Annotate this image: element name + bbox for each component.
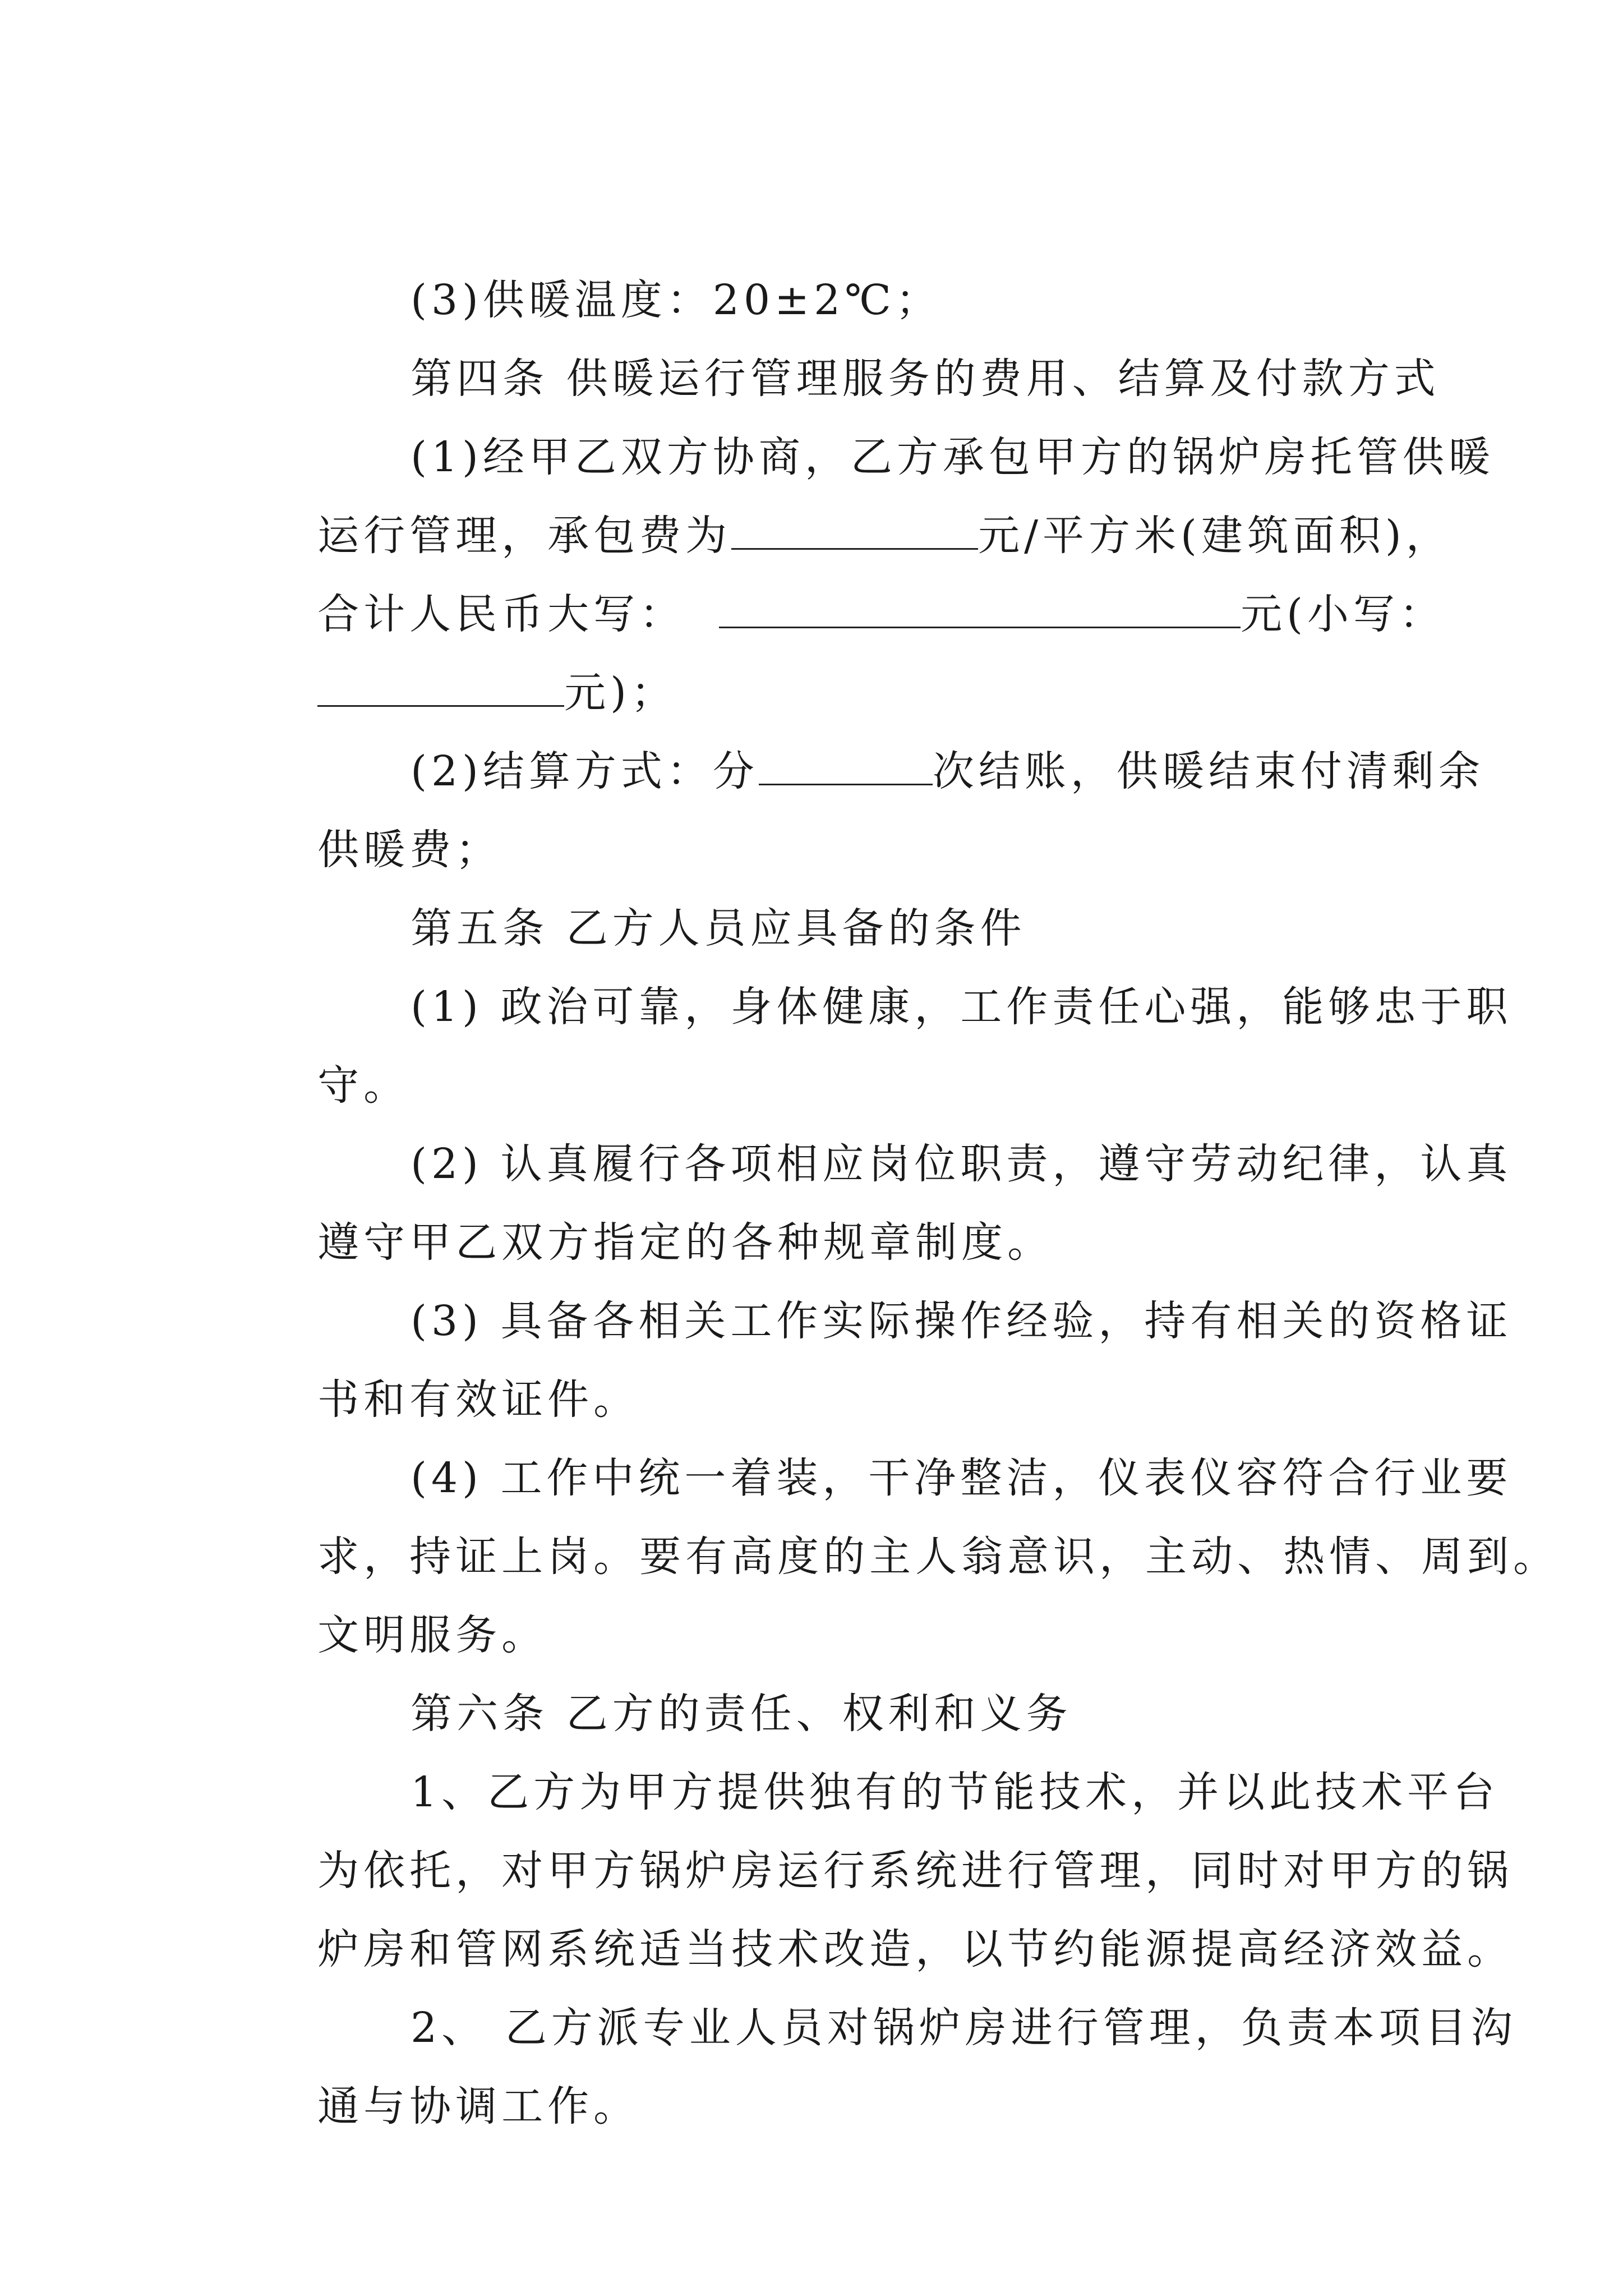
paragraph-duty-2-cont xyxy=(247,2022,640,2131)
paragraph-requirement-3-cont xyxy=(247,1315,640,1424)
article-4-heading xyxy=(340,295,1440,403)
line-text: (2)结算方式：分 xyxy=(411,747,759,795)
line-text: 求，持证上岗。要有高度的主人翁意识，主动、热情、周到。 xyxy=(317,1533,1560,1581)
article-5-heading xyxy=(340,844,1026,953)
line-text: 元(小写： xyxy=(1241,590,1445,638)
fill-blank-amount-uppercase xyxy=(719,587,1241,628)
line-text: 通与协调工作。 xyxy=(317,2082,640,2131)
line-text: 运行管理，承包费为 xyxy=(317,512,732,560)
line-text: 书和有效证件。 xyxy=(317,1375,640,1424)
line-text: 炉房和管网系统适当技术改造，以节约能源提高经济效益。 xyxy=(317,1925,1514,1973)
paragraph-total-amount-cont xyxy=(247,609,677,717)
line-text: 文明服务。 xyxy=(317,1611,548,1659)
line-text: (4) 工作中统一着装，干净整洁，仪表仪容符合行业要 xyxy=(411,1454,1513,1502)
paragraph-requirement-4-cont xyxy=(247,1473,1560,1581)
line-text: (1) 政治可靠，身体健康，工作责任心强，能够忠于职 xyxy=(411,983,1513,1031)
article-6-heading xyxy=(340,1630,1072,1738)
line-text: 遵守甲乙双方指定的各种规章制度。 xyxy=(317,1218,1054,1267)
paragraph-contract-fee xyxy=(340,373,1495,481)
paragraph-duty-1 xyxy=(340,1708,1500,1816)
line-text: 第四条 供暖运行管理服务的费用、结算及付款方式 xyxy=(411,355,1440,403)
line-text: 第五条 乙方人员应具备的条件 xyxy=(411,904,1026,953)
paragraph-total-amount xyxy=(247,530,1445,638)
line-text: (3)供暖温度：20±2℃； xyxy=(411,276,942,324)
paragraph-duty-1-cont xyxy=(247,1787,1514,1895)
paragraph-heating-temperature xyxy=(340,216,942,324)
paragraph-requirement-3 xyxy=(340,1237,1513,1345)
line-text: 元/平方米(建筑面积)， xyxy=(978,512,1452,560)
line-text: (3) 具备各相关工作实际操作经验，持有相关的资格证 xyxy=(411,1297,1513,1345)
paragraph-settlement-cont xyxy=(247,766,502,874)
line-text: 2、 乙方派专业人员对锅炉房进行管理，负责本项目沟 xyxy=(411,2004,1517,2052)
line-text: (2) 认真履行各项相应岗位职责，遵守劳动纪律，认真 xyxy=(411,1140,1513,1188)
paragraph-requirement-1-cont xyxy=(247,1001,410,1110)
paragraph-requirement-2 xyxy=(340,1080,1513,1188)
line-text: 合计人民币大写： xyxy=(317,590,686,638)
fill-blank-installments xyxy=(759,744,933,785)
paragraph-requirement-4 xyxy=(340,1394,1513,1502)
paragraph-requirement-1 xyxy=(340,923,1513,1031)
paragraph-contract-fee-cont xyxy=(247,452,1452,560)
paragraph-duty-2 xyxy=(340,1944,1517,2052)
line-text: (1)经甲乙双方协商，乙方承包甲方的锅炉房托管供暖 xyxy=(411,433,1495,481)
paragraph-settlement xyxy=(340,687,1484,795)
paragraph-requirement-2-cont xyxy=(247,1158,1054,1267)
line-text: 1、乙方为甲方提供独有的节能技术，并以此技术平台 xyxy=(411,1768,1500,1816)
line-text: 供暖费； xyxy=(317,826,502,874)
line-text: 为依托，对甲方锅炉房运行系统进行管理，同时对甲方的锅 xyxy=(317,1847,1514,1895)
line-text: 守。 xyxy=(317,1061,410,1110)
paragraph-requirement-4-end xyxy=(247,1551,548,1659)
line-text: 第六条 乙方的责任、权利和义务 xyxy=(411,1690,1072,1738)
line-text: 次结账，供暖结束付清剩余 xyxy=(932,747,1484,795)
line-text: 元)； xyxy=(564,669,677,717)
paragraph-duty-1-end xyxy=(247,1865,1514,1973)
